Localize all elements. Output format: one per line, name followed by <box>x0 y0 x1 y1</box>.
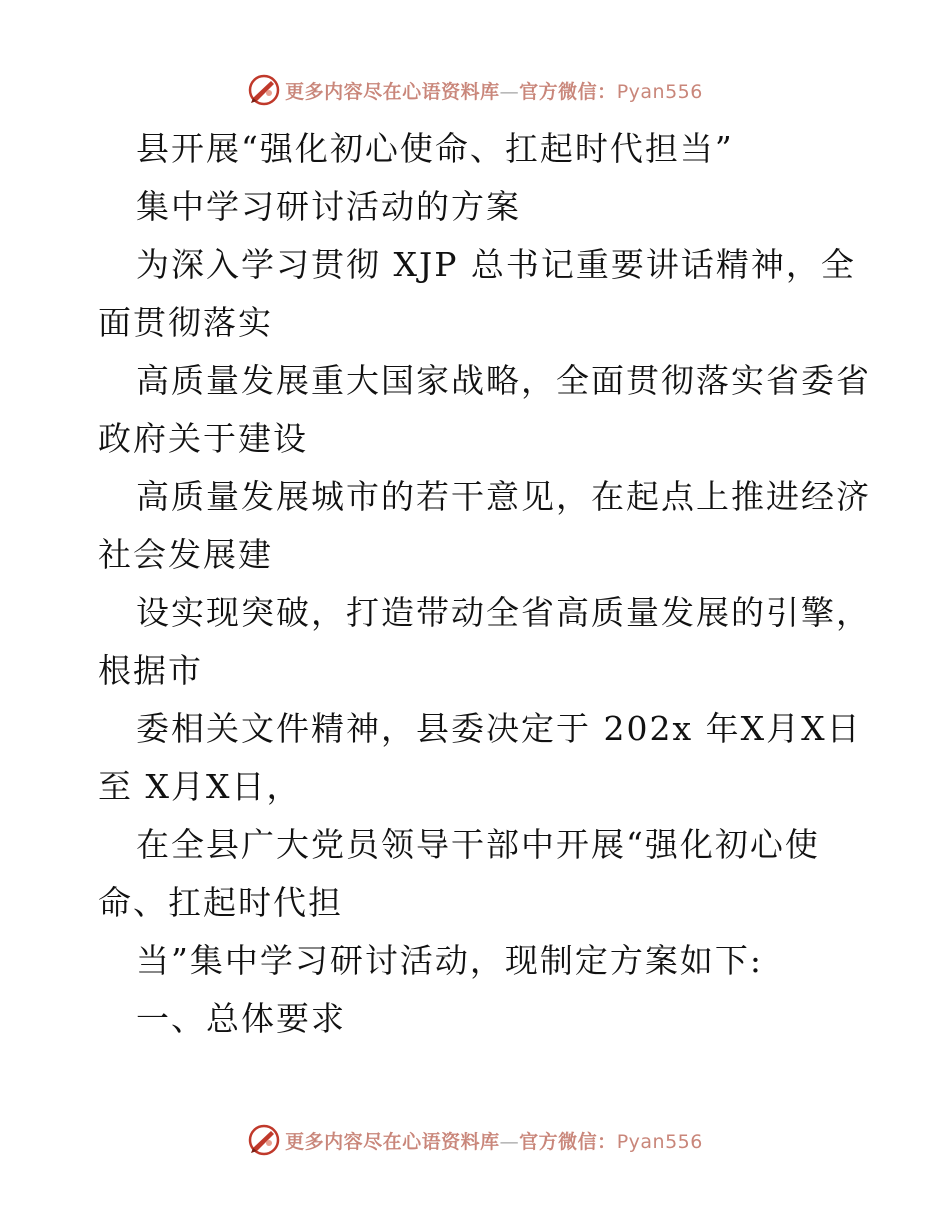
watermark-banner-bottom <box>0 1120 950 1160</box>
document-line: 高质量发展城市的若干意见，在起点上推进经济 <box>136 477 871 516</box>
document-line: 高质量发展重大国家战略，全面贯彻落实省委省 <box>136 361 871 400</box>
document-line: 一、总体要求 <box>136 999 346 1038</box>
document-line: 命、扛起时代担 <box>98 883 343 922</box>
document-line: 至 X月X日， <box>98 767 302 806</box>
watermark-dash: — <box>499 80 520 103</box>
watermark-wechat-id: Pyan556 <box>616 80 703 103</box>
document-line: 在全县广大党员领导干部中开展“强化初心使 <box>136 825 820 864</box>
watermark-site-text: 更多内容尽在心语资料库 <box>285 80 500 103</box>
document-line: 设实现突破，打造带动全省高质量发展的引擎， <box>136 593 871 632</box>
document-line: 政府关于建设 <box>98 419 308 458</box>
document-line: 县开展“强化初心使命、扛起时代担当” <box>136 129 734 168</box>
document-line: 当”集中学习研讨活动，现制定方案如下: <box>136 941 763 980</box>
document-line: 面贯彻落实 <box>98 303 273 342</box>
document-body <box>98 120 871 1048</box>
document-line: 集中学习研讨活动的方案 <box>136 187 521 226</box>
watermark-site-text: 更多内容尽在心语资料库 <box>285 1130 500 1153</box>
document-line: 委相关文件精神，县委决定于 202x 年X月X日 <box>136 709 862 748</box>
watermark-wechat-id: Pyan556 <box>616 1130 703 1153</box>
document-line: 为深入学习贯彻 XJP 总书记重要讲话精神，全 <box>136 245 856 284</box>
watermark-banner-top <box>0 70 950 110</box>
document-line: 社会发展建 <box>98 535 273 574</box>
pen-logo-icon <box>247 1123 281 1157</box>
watermark-dash: — <box>499 1130 520 1153</box>
watermark-wechat-label: 官方微信： <box>519 1130 617 1153</box>
pen-logo-icon <box>247 73 281 107</box>
document-line: 根据市 <box>98 651 203 690</box>
watermark-wechat-label: 官方微信： <box>519 80 617 103</box>
